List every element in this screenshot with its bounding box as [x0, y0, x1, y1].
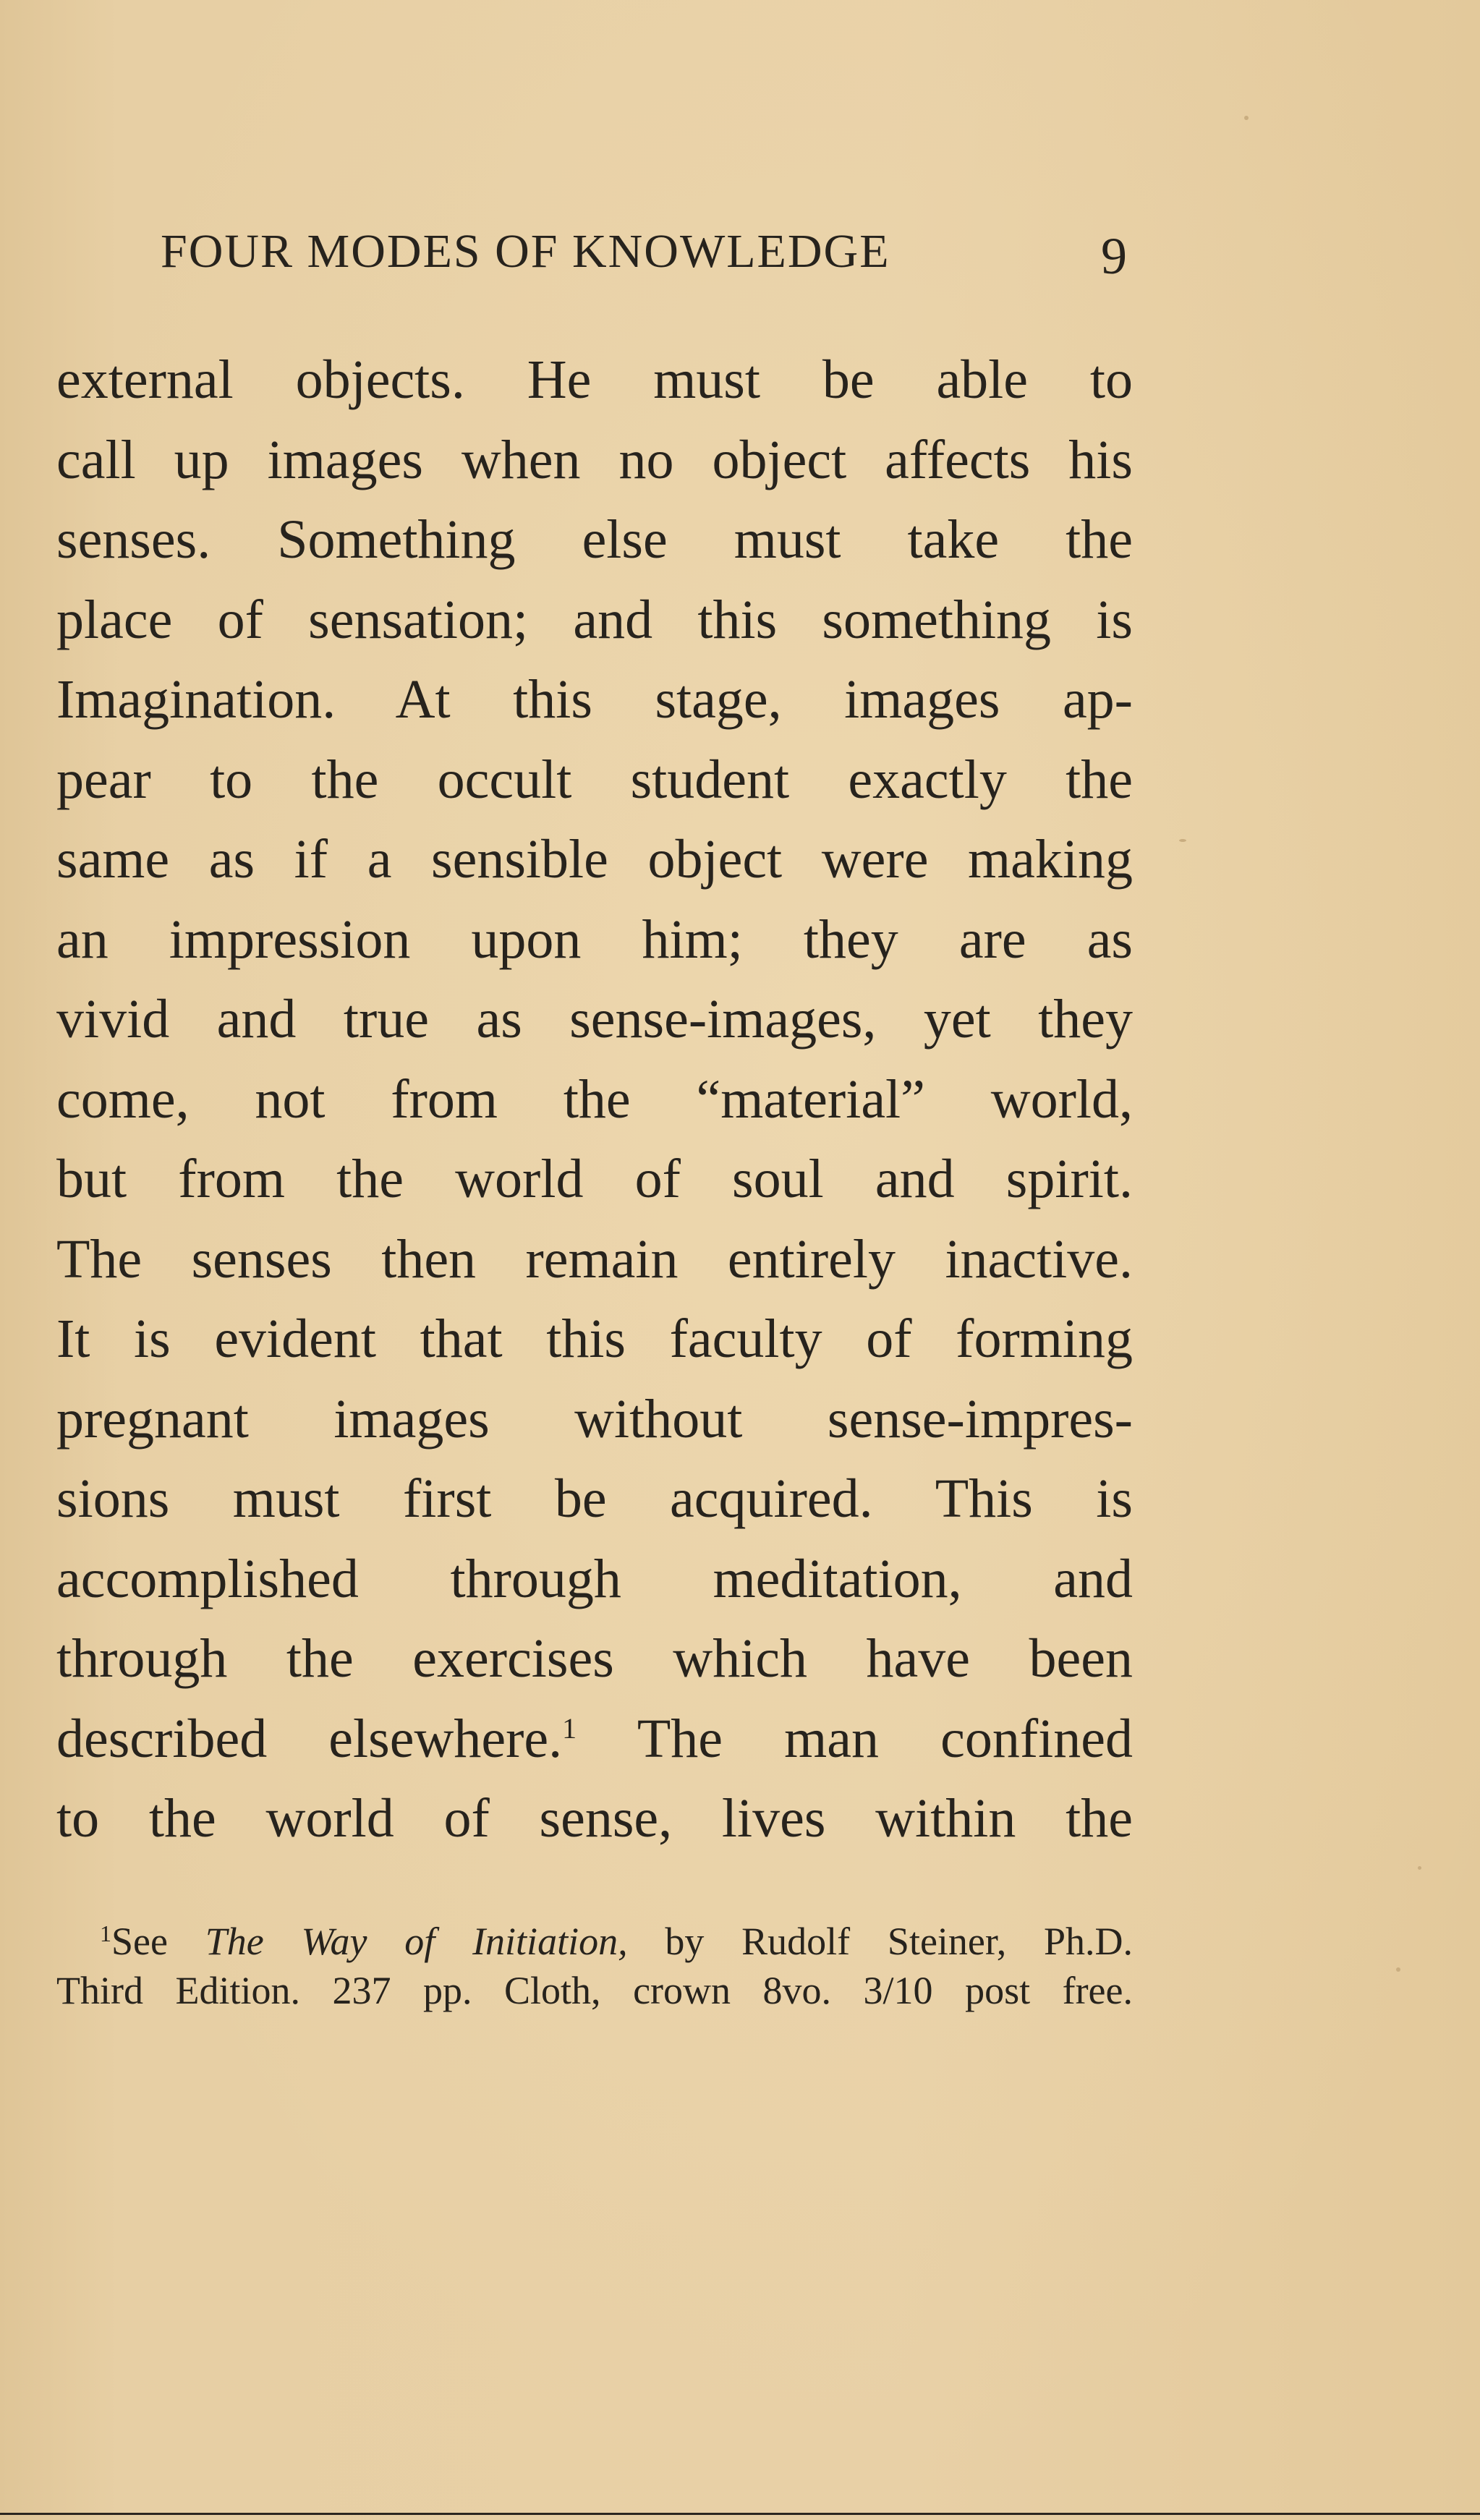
text-line: vivid and true as sense-images, yet they: [56, 989, 1133, 1050]
paper-speck: [1418, 1866, 1421, 1870]
footnote-marker: 1: [100, 1920, 111, 1946]
footnote-author: by Rudolf Steiner, Ph.D.: [665, 1920, 1134, 1963]
page-number: 9: [1101, 227, 1128, 285]
footnote-see: See: [111, 1920, 168, 1963]
text-line: sions must first be acquired. This is: [56, 1468, 1133, 1529]
text-line: place of sensation; and this something is: [56, 589, 1133, 650]
text-line: senses. Something else must take the: [56, 509, 1133, 570]
text-line: pear to the occult student exactly the: [56, 749, 1133, 810]
text-line: Imagination. At this stage, images ap-: [56, 669, 1133, 730]
body-text: [56, 340, 1133, 1859]
page-bottom-edge: [0, 2513, 1480, 2515]
paper-speck: [1179, 839, 1186, 842]
footnote-book-title: The Way of Initiation,: [205, 1920, 628, 1963]
text-line: come, not from the “material” world,: [56, 1068, 1133, 1130]
footnote-reference[interactable]: 1: [562, 1711, 577, 1745]
text-line: same as if a sensible object were making: [56, 829, 1133, 890]
text-line: an impression upon him; they are as: [56, 908, 1133, 970]
footnote-line: [56, 1917, 1133, 1966]
footnote-line: Third Edition. 237 pp. Cloth, crown 8vo. 3/10 post free.: [56, 1969, 1133, 2012]
running-head-title: FOUR MODES OF KNOWLEDGE: [161, 225, 890, 278]
text-line: through the exercises which have been: [56, 1628, 1133, 1689]
footnote: [56, 1917, 1133, 2015]
text-line-start: described elsewhere.: [56, 1708, 563, 1769]
paper-speck: [1396, 1967, 1400, 1972]
text-line: to the world of sense, lives within the: [56, 1788, 1133, 1849]
text-line: accomplished through meditation, and: [56, 1548, 1133, 1609]
running-head: [161, 223, 1137, 285]
text-line-end: The man confined: [637, 1708, 1133, 1769]
text-line: but from the world of soul and spirit.: [56, 1149, 1133, 1209]
text-line: The senses then remain entirely inactive.: [56, 1228, 1133, 1290]
paper-speck: [1244, 116, 1249, 120]
text-line: pregnant images without sense-impres-: [56, 1388, 1133, 1450]
text-line: It is evident that this faculty of forming: [56, 1308, 1133, 1369]
text-line-with-footnote-ref: [56, 1699, 1133, 1779]
text-line: call up images when no object affects his: [56, 429, 1133, 490]
text-line: external objects. He must be able to: [56, 349, 1133, 410]
